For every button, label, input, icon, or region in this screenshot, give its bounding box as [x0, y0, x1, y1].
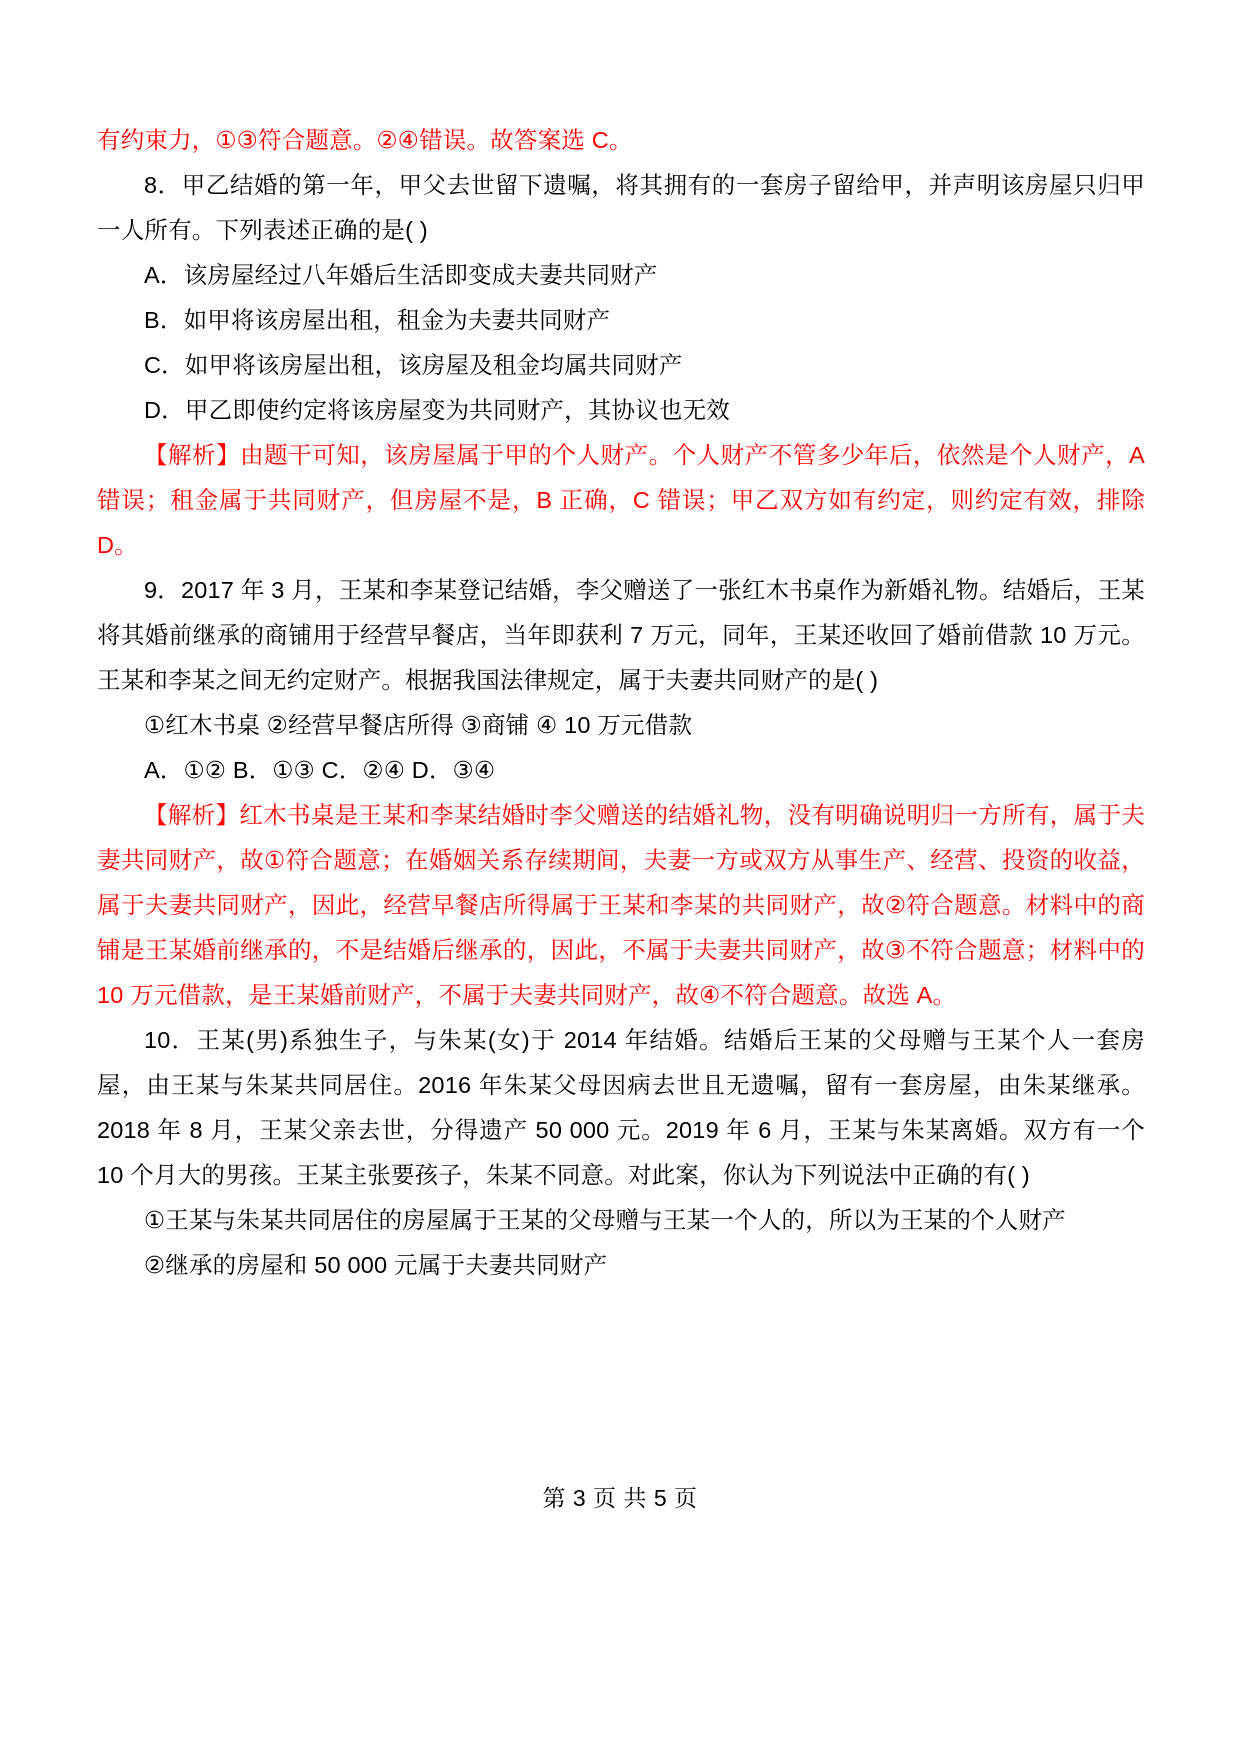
paragraph-q9-items: ①红木书桌 ②经营早餐店所得 ③商铺 ④ 10 万元借款 [144, 712, 693, 738]
paragraph-q10-item-1: ①王某与朱某共同居住的房屋属于王某的父母赠与王某一个人的，所以为王某的个人财产 [144, 1207, 1066, 1233]
paragraph-q8-option-b: B．如甲将该房屋出租，租金为夫妻共同财产 [144, 307, 611, 333]
paragraph-q8-option-a: A．该房屋经过八年婚后生活即变成夫妻共同财产 [144, 262, 658, 288]
paragraph-q8-option-c: C．如甲将该房屋出租，该房屋及租金均属共同财产 [144, 352, 683, 378]
paragraph-q8-option-d: D．甲乙即使约定将该房屋变为共同财产，其协议也无效 [144, 397, 730, 423]
page-content [97, 118, 1145, 1288]
paragraph-q8-stem: 8．甲乙结婚的第一年，甲父去世留下遗嘱，将其拥有的一套房子留给甲，并声明该房屋只归甲一人所有。下列表述正确的是( ) [97, 172, 1145, 243]
paragraph-q9-explanation: 【解析】红木书桌是王某和李某结婚时李父赠送的结婚礼物，没有明确说明归一方所有，属于夫妻共同财产，故①符合题意；在婚姻关系存续期间，夫妻一方或双方从事生产、经营、投资的收益，属于夫妻共同财产，因此，经营早餐店所得属于王某和李某的共同财产，故②符合题意。材料中的商铺是王某婚前继承的，不是结婚后继承的，因此，不属于夫妻共同财产，故③不符合题意；材料中的 10 万元借款，是王某婚前财产，不属于夫妻共同财产，故④不符合题意。故选 A。 [97, 802, 1145, 1008]
paragraph-q8-explanation: 【解析】由题干可知，该房屋属于甲的个人财产。个人财产不管多少年后，依然是个人财产，A 错误；租金属于共同财产，但房屋不是，B 正确，C 错误；甲乙双方如有约定，则约定有效，排除 D。 [97, 442, 1145, 558]
paragraph-q9-stem: 9．2017 年 3 月，王某和李某登记结婚，李父赠送了一张红木书桌作为新婚礼物。结婚后，王某将其婚前继承的商铺用于经营早餐店，当年即获利 7 万元，同年，王某还收回了婚前借款 10 万元。王某和李某之间无约定财产。根据我国法律规定，属于夫妻共同财产的是( ) [97, 577, 1145, 693]
paragraph-q10-item-2: ②继承的房屋和 50 000 元属于夫妻共同财产 [144, 1252, 608, 1278]
paragraph-q9-choices: A．①② B．①③ C．②④ D．③④ [144, 757, 496, 783]
page-footer [0, 1480, 1240, 1513]
page-number-label: 第 3 页 共 5 页 [542, 1485, 698, 1511]
paragraph-carryover-explanation: 有约束力，①③符合题意。②④错误。故答案选 C。 [97, 127, 633, 153]
paragraph-q10-stem: 10．王某(男)系独生子，与朱某(女)于 2014 年结婚。结婚后王某的父母赠与王某个人一套房屋，由王某与朱某共同居住。2016 年朱某父母因病去世且无遗嘱，留有一套房屋，由朱某继承。2018 年 8 月，王某父亲去世，分得遗产 50 000 元。2019 年 6 月，王某与朱某离婚。双方有一个 10 个月大的男孩。王某主张要孩子，朱某不同意。对此案，你认为下列说法中正确的有( ) [97, 1027, 1145, 1188]
